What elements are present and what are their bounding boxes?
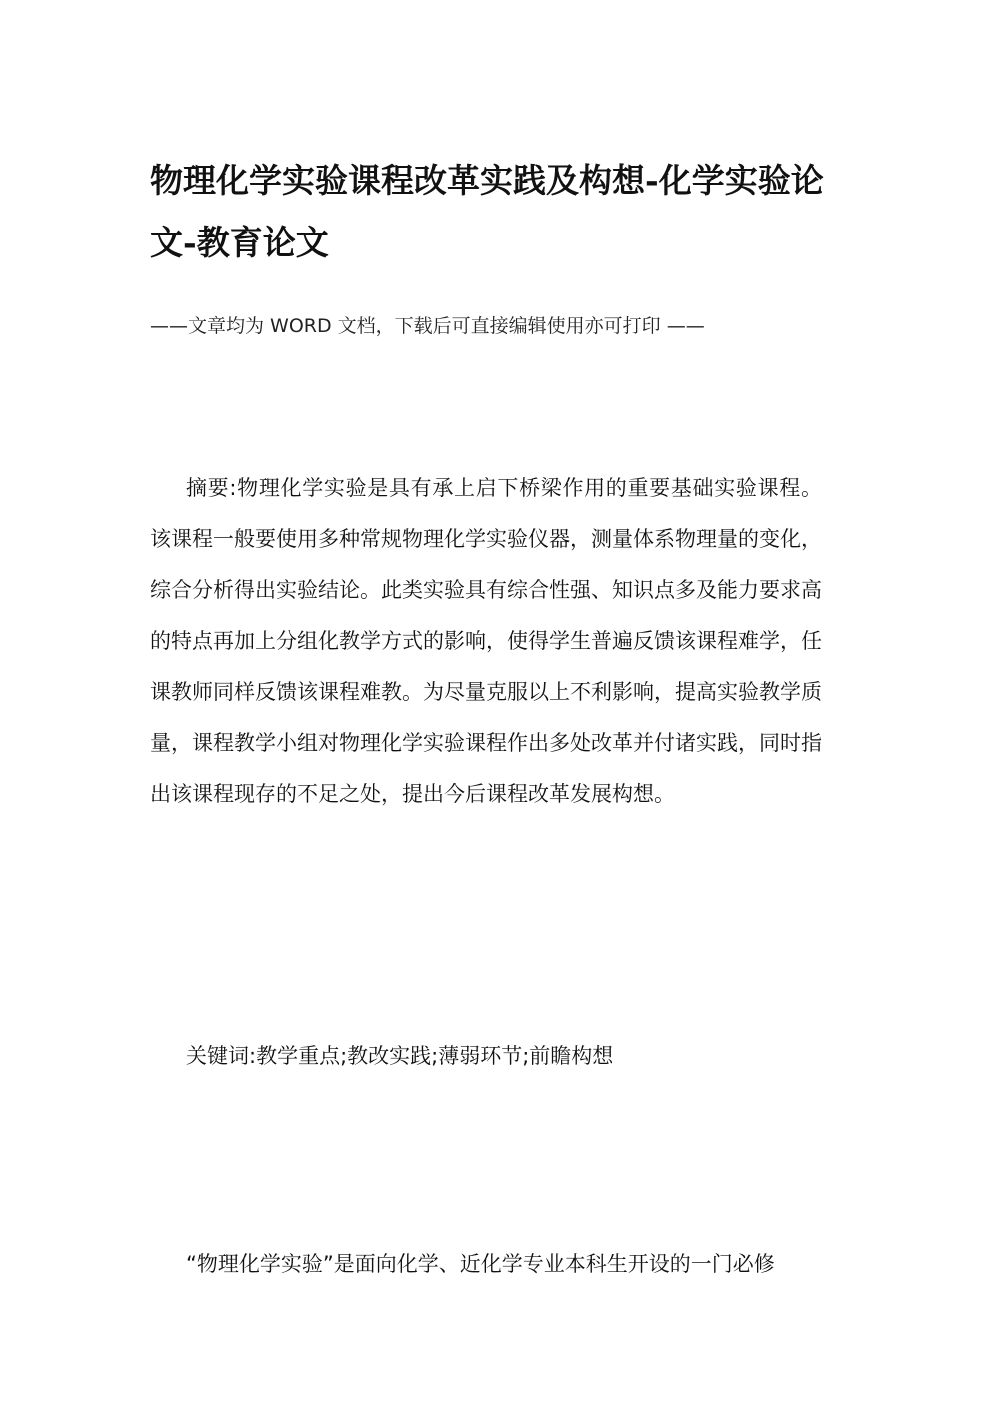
abstract-paragraph: 摘要:物理化学实验是具有承上启下桥梁作用的重要基础实验课程。该课程一般要使用多种常规物理化学实验仪器，测量体系物理量的变化，综合分析得出实验结论。此类实验具有综合性强、知识点多及能力要求高的特点再加上分组化教学方式的影响，使得学生普遍反馈该课程难学，任课教师同样反馈该课程难教。为尽量克服以上不利影响，提高实验教学质量，课程教学小组对物理化学实验课程作出多处改革并付诸实践，同时指出该课程现存的不足之处，提出今后课程改革发展构想。	[150, 476, 822, 806]
document-subtitle: ——文章均为 WORD 文档，下载后可直接编辑使用亦可打印 ——	[150, 315, 705, 337]
document-title: 物理化学实验课程改革实践及构想-化学实验论文-教育论文	[150, 161, 824, 262]
body-paragraph-start: “物理化学实验”是面向化学、近化学专业本科生开设的一门必修	[186, 1252, 775, 1276]
keywords-line: 关键词:教学重点;教改实践;薄弱环节;前瞻构想	[186, 1044, 614, 1068]
